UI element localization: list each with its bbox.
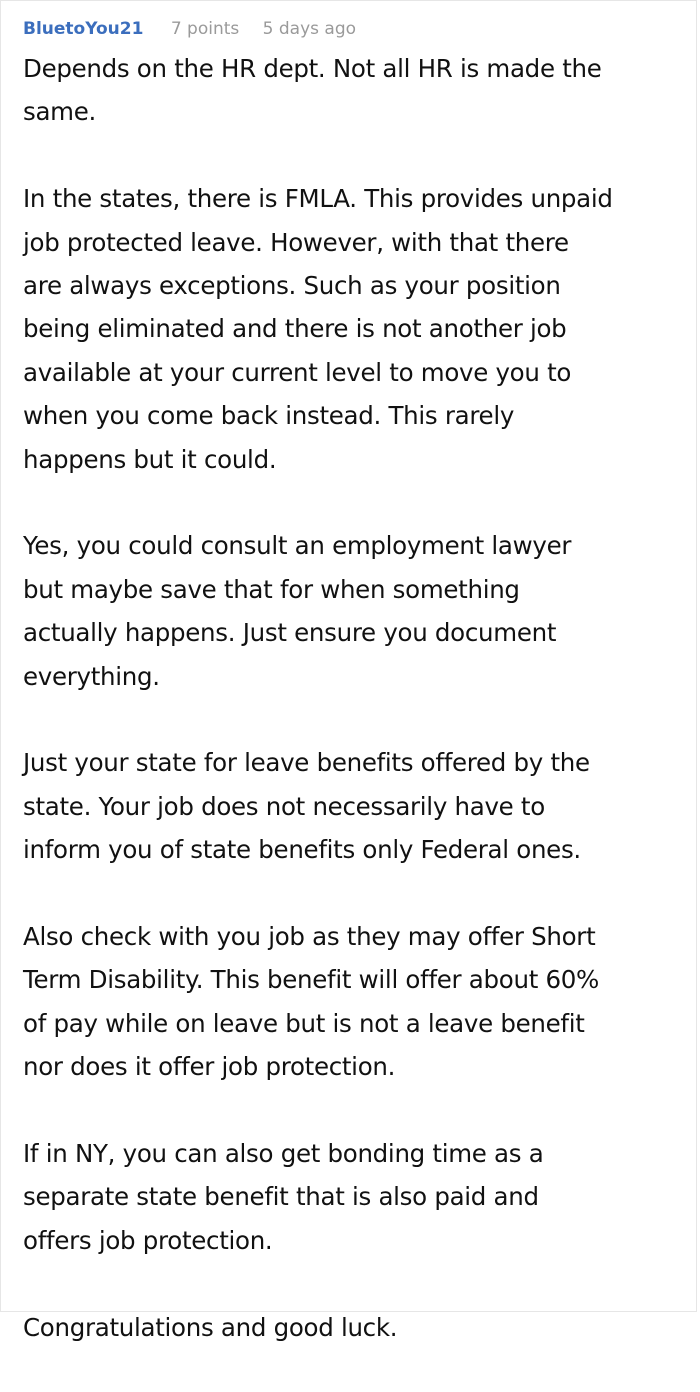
comment-paragraph	[23, 741, 613, 871]
paragraph-line: being eliminated and there is not another job	[23, 314, 567, 344]
paragraph-line: of pay while on leave but is not a leave benefit	[23, 1008, 585, 1038]
paragraph-line: same.	[23, 97, 97, 127]
paragraph-line: offers job protection.	[23, 1225, 273, 1255]
paragraph-line: Term Disability. This benefit will offer about 60%	[23, 965, 600, 995]
paragraph-line: actually happens. Just ensure you document	[23, 618, 557, 648]
comment-paragraph	[23, 177, 613, 481]
paragraph-line: In the states, there is FMLA. This provides unpaid	[23, 184, 613, 214]
paragraph-line: job protected leave. However, with that there	[23, 227, 569, 257]
paragraph-line: Congratulations and good luck.	[23, 1312, 398, 1342]
paragraph-line: nor does it offer job protection.	[23, 1052, 396, 1082]
comment-paragraph	[23, 1132, 613, 1262]
comment-paragraph	[23, 915, 613, 1089]
paragraph-line: separate state benefit that is also paid and	[23, 1182, 539, 1212]
comment-paragraph	[23, 524, 613, 698]
paragraph-line: are always exceptions. Such as your position	[23, 271, 561, 301]
paragraph-line: Depends on the HR dept. Not all HR is made the	[23, 54, 602, 83]
paragraph-line: Yes, you could consult an employment lawyer	[23, 531, 572, 561]
paragraph-line: If in NY, you can also get bonding time as a	[23, 1139, 544, 1169]
paragraph-line: Also check with you job as they may offer Short	[23, 922, 596, 952]
paragraph-line: when you come back instead. This rarely	[23, 401, 515, 431]
paragraph-line: inform you of state benefits only Federal ones.	[23, 835, 581, 865]
comment-meta	[23, 19, 374, 39]
points-count: 7 points	[170, 19, 240, 39]
comment-paragraph	[23, 1306, 613, 1349]
username-link[interactable]: BluetoYou21	[23, 19, 144, 39]
comment-paragraph	[23, 47, 613, 134]
paragraph-line: but maybe save that for when something	[23, 574, 520, 604]
timestamp: 5 days ago	[262, 19, 357, 39]
paragraph-line: Just your state for leave benefits offered by the	[23, 748, 590, 778]
comment-body	[23, 47, 613, 1392]
paragraph-line: happens but it could.	[23, 444, 277, 474]
paragraph-line: state. Your job does not necessarily have to	[23, 791, 545, 821]
paragraph-line: available at your current level to move you to	[23, 357, 572, 387]
paragraph-line: everything.	[23, 661, 160, 691]
